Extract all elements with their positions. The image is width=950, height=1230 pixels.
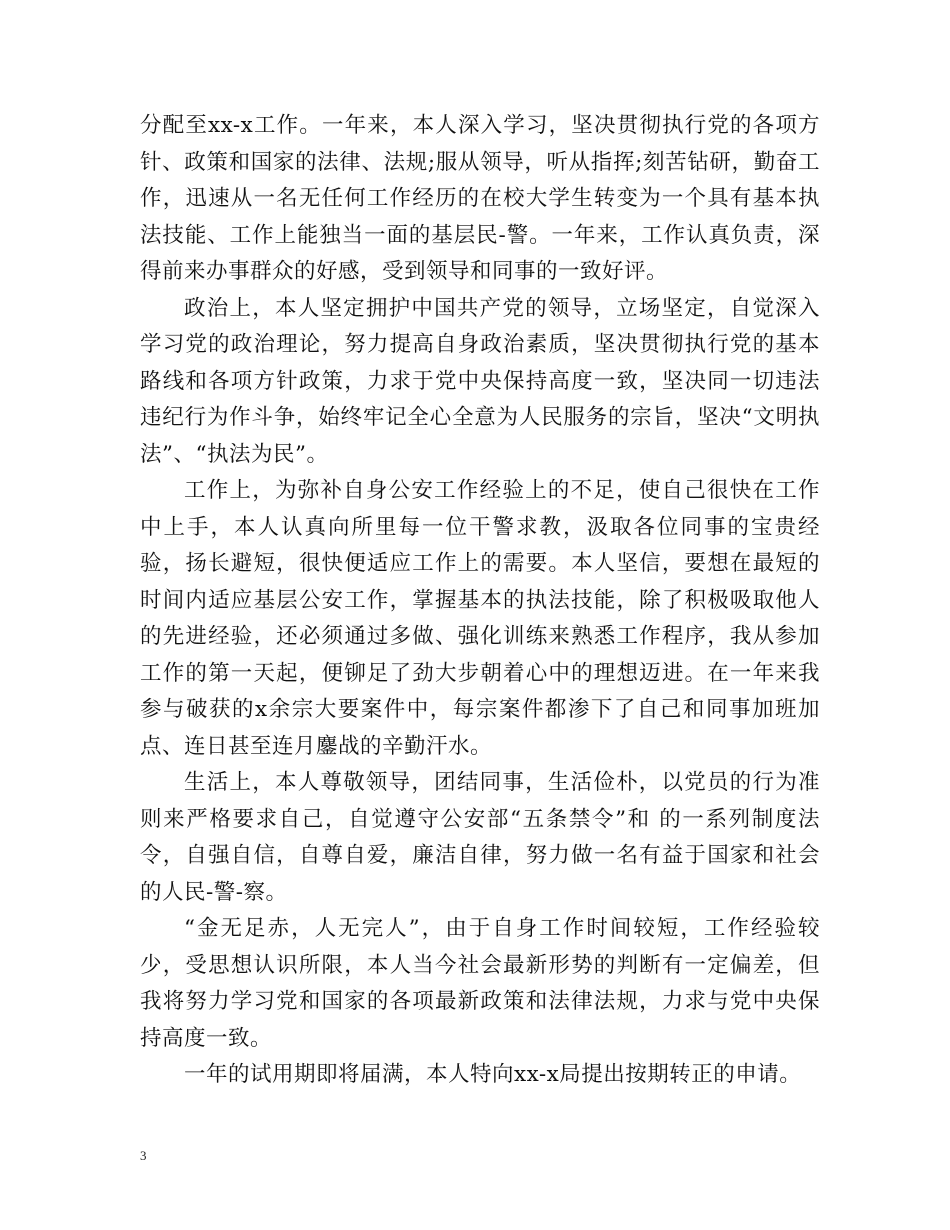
paragraph-application: 一年的试用期即将届满，本人特向xx-x局提出按期转正的申请。 (184, 1062, 802, 1087)
paragraph-shortcomings: “金无足赤，人无完人”，由于自身工作时间较短，工作经验较少，受思想认识所限，本人当今社会最新形势的判断有一定偏差，但我将努力学习党和国家的各项最新政策和法律法规，力求与党中央保持高度一致。 (140, 916, 820, 1051)
paragraph-work: 工作上，为弥补自身公安工作经验上的不足，使自己很快在工作中上手，本人认真向所里每一位干警求教，汲取各位同事的宝贵经验，扬长避短，很快便适应工作上的需要。本人坚信，要想在最短的时间内适应基层公安工作，掌握基本的执法技能，除了积极吸取他人的先进经验，还必须通过多做、强化训练来熟悉工作程序，我从参加工作的第一天起，便铆足了劲大步朝着心中的理想迈进。在一年来我参与破获的x余宗大要案件中，每宗案件都渗下了自己和同事加班加点、连日甚至连月鏖战的辛勤汗水。 (140, 478, 820, 759)
paragraph-life: 生活上，本人尊敬领导，团结同事，生活俭朴，以党员的行为准则来严格要求自己，自觉遵守公安部“五条禁令”和 的一系列制度法令，自强自信，自尊自爱，廉洁自律，努力做一名有益于国家和社会的人民-警-察。 (140, 770, 820, 905)
document-body (140, 108, 820, 1094)
paragraph-intro: 分配至xx-x工作。一年来，本人深入学习，坚决贯彻执行党的各项方针、政策和国家的法律、法规;服从领导，听从指挥;刻苦钻研，勤奋工作，迅速从一名无任何工作经历的在校大学生转变为一个具有基本执法技能、工作上能独当一面的基层民-警。一年来，工作认真负责，深得前来办事群众的好感，受到领导和同事的一致好评。 (140, 113, 820, 284)
paragraph-politics: 政治上，本人坚定拥护中国共产党的领导，立场坚定，自觉深入学习党的政治理论，努力提高自身政治素质，坚决贯彻执行党的基本路线和各项方针政策，力求于党中央保持高度一致，坚决同一切违法违纪行为作斗争，始终牢记全心全意为人民服务的宗旨，坚决“文明执法”、“执法为民”。 (140, 295, 820, 467)
page-number: 3 (140, 1148, 147, 1163)
